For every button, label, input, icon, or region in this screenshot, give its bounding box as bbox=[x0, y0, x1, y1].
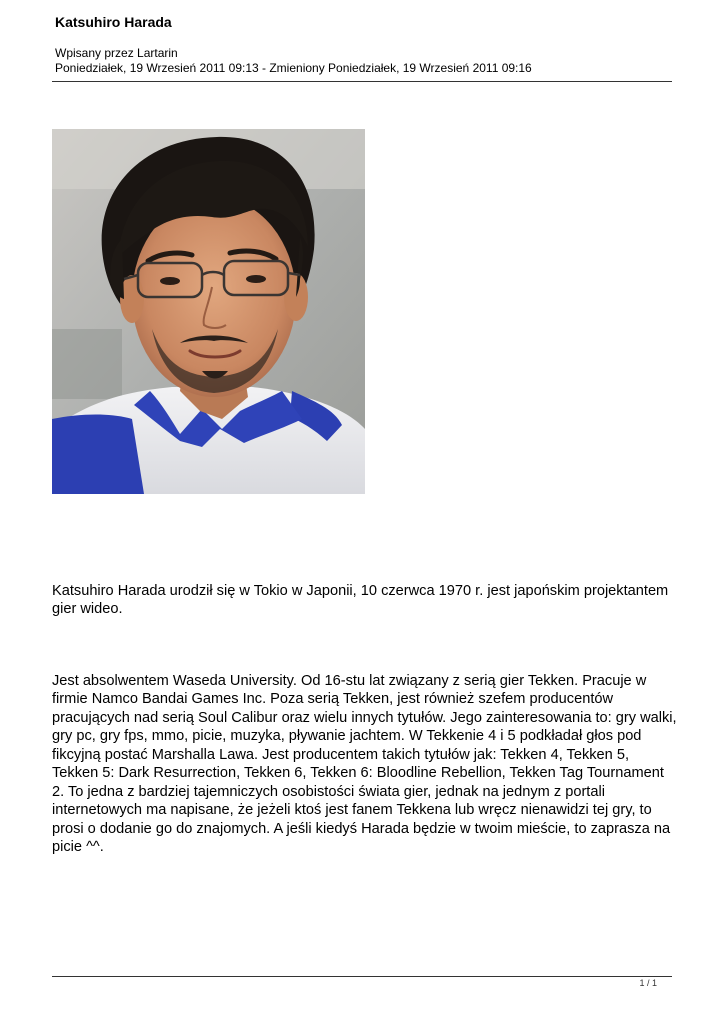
paragraph-biography: Jest absolwentem Waseda University. Od 16-stu lat związany z serią gier Tekken. Pracuje w firmie Namco Bandai Games Inc. Poza serią Tekken, jest również szefem producentów pracujących nad serią Soul Calibur oraz wielu innych tytułów. Jego zainteresowania to: gry walki, gry pc, gry fps, mmo, picie, muzyka, pływanie jachtem. W Tekkenie 4 i 5 podkładał głos pod fikcyjną postać Marshalla Lawa. Jest producentem takich tytułów jak: Tekken 4, Tekken 5, Tekken 5: Dark Resurrection, Tekken 6, Tekken 6: Bloodline Rebellion, Tekken Tag Tournament 2. To jedna z bardziej tajemniczych osobistości świata gier, jednak na jednym z portali internetowych ma napisane, że jeżeli ktoś jest fanem Tekkena lub wręcz nienawidzi tej gry, to prosi o dodanie go do znajomych. A jeśli kiedyś Harada będzie w twoim mieście, to zaprasza na picie ^^. bbox=[52, 672, 677, 856]
document-title: Katsuhiro Harada bbox=[55, 14, 172, 30]
portrait-illustration bbox=[52, 129, 365, 494]
header-divider bbox=[52, 81, 672, 82]
paragraph-intro: Katsuhiro Harada urodził się w Tokio w Japonii, 10 czerwca 1970 r. jest japońskim projektantem gier wideo. bbox=[52, 582, 669, 618]
page-number: 1 / 1 bbox=[639, 978, 657, 988]
date-line: Poniedziałek, 19 Wrzesień 2011 09:13 - Zmieniony Poniedziałek, 19 Wrzesień 2011 09:16 bbox=[55, 61, 532, 75]
portrait-photo bbox=[52, 129, 365, 494]
author-line: Wpisany przez Lartarin bbox=[55, 46, 178, 60]
footer-divider bbox=[52, 976, 672, 977]
document-meta bbox=[55, 46, 532, 76]
